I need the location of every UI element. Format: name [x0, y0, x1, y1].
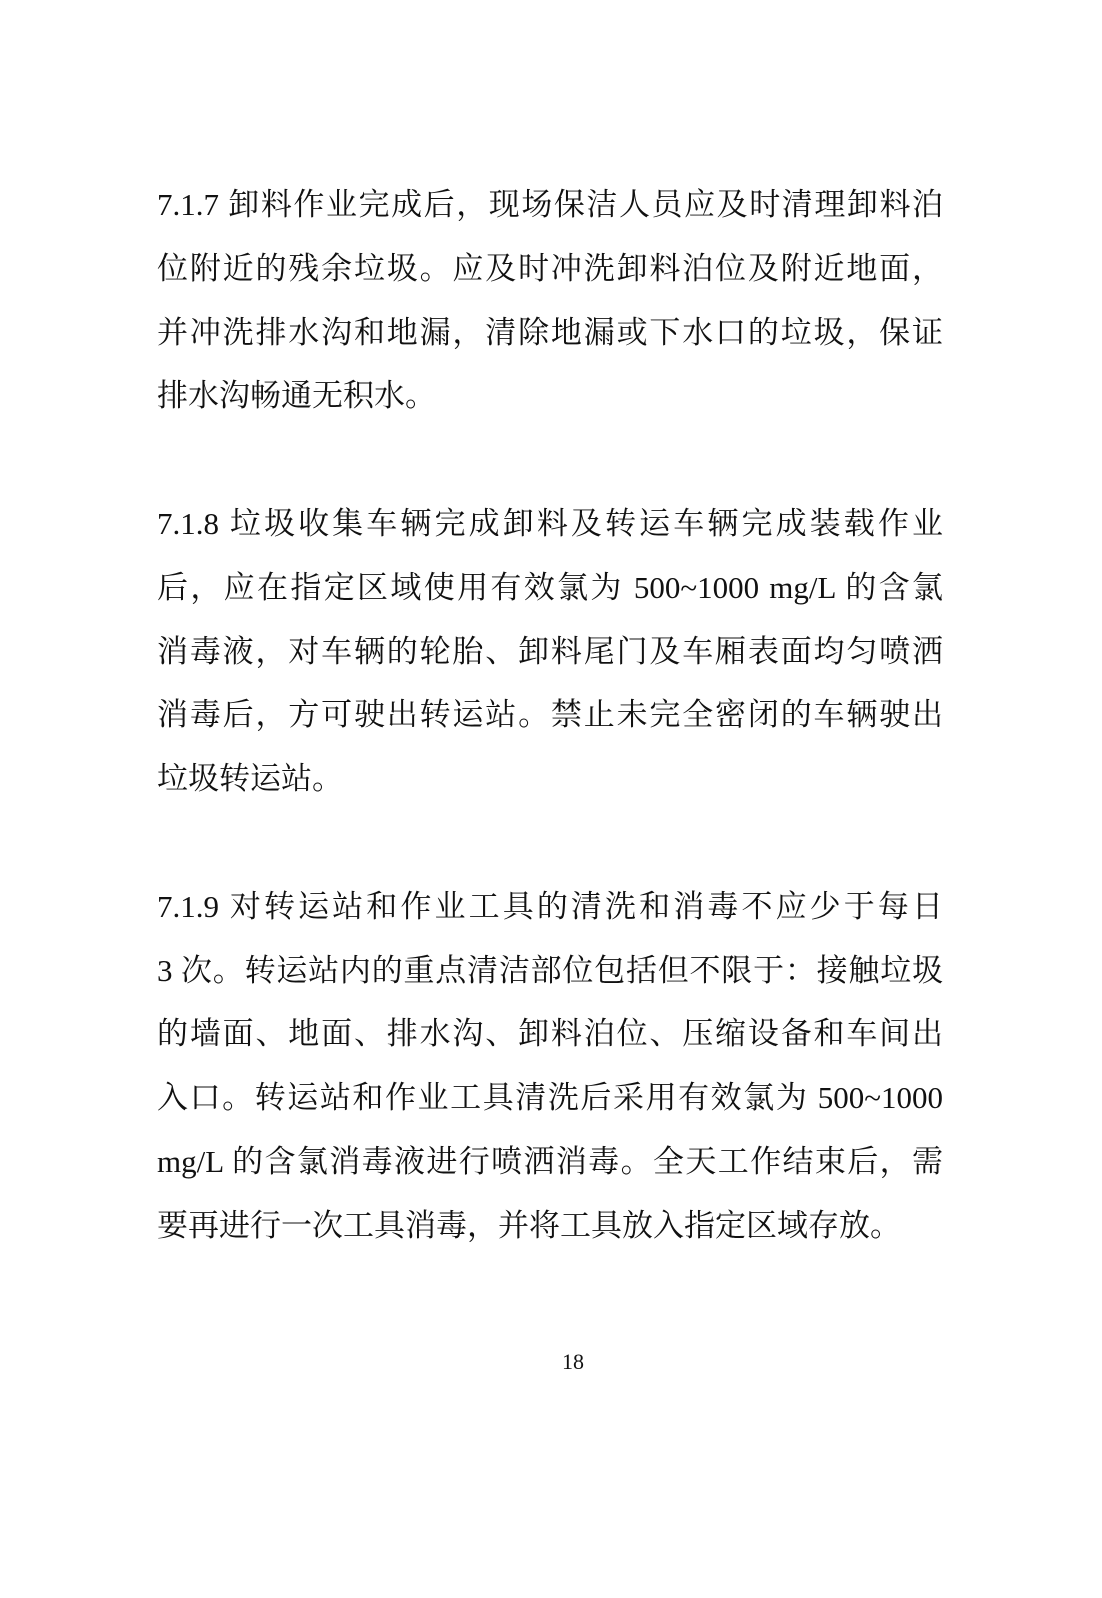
page-number: 18	[562, 1349, 584, 1374]
text-line: 入口。转运站和作业工具清洗后采用有效氯为 500~1000	[157, 1080, 943, 1116]
text-line: mg/L 的含氯消毒液进行喷洒消毒。全天工作结束后，需	[157, 1143, 943, 1179]
text-line: 消毒液，对车辆的轮胎、卸料尾门及车厢表面均匀喷洒	[157, 633, 943, 669]
text-line: 垃圾转运站。	[157, 761, 343, 797]
text-line: 排水沟畅通无积水。	[157, 378, 436, 414]
text-line: 并冲洗排水沟和地漏，清除地漏或下水口的垃圾，保证	[157, 314, 943, 350]
text-line: 7.1.8 垃圾收集车辆完成卸料及转运车辆完成装载作业	[157, 505, 943, 541]
text-line: 要再进行一次工具消毒，并将工具放入指定区域存放。	[157, 1207, 901, 1243]
text-line: 的墙面、地面、排水沟、卸料泊位、压缩设备和车间出	[157, 1016, 943, 1052]
paragraph-7-1-9	[157, 875, 943, 1258]
paragraph-7-1-7	[157, 173, 943, 428]
text-line: 位附近的残余垃圾。应及时冲洗卸料泊位及附近地面，	[157, 250, 943, 286]
text-line: 消毒后，方可驶出转运站。禁止未完全密闭的车辆驶出	[157, 697, 943, 733]
text-line: 3 次。转运站内的重点清洁部位包括但不限于：接触垃圾	[157, 952, 943, 988]
text-line: 7.1.9 对转运站和作业工具的清洗和消毒不应少于每日	[157, 888, 943, 924]
paragraph-7-1-8	[157, 492, 943, 811]
text-line: 后，应在指定区域使用有效氯为 500~1000 mg/L 的含氯	[157, 569, 943, 605]
body-text	[157, 173, 943, 1321]
text-line: 7.1.7 卸料作业完成后，现场保洁人员应及时清理卸料泊	[157, 187, 943, 222]
